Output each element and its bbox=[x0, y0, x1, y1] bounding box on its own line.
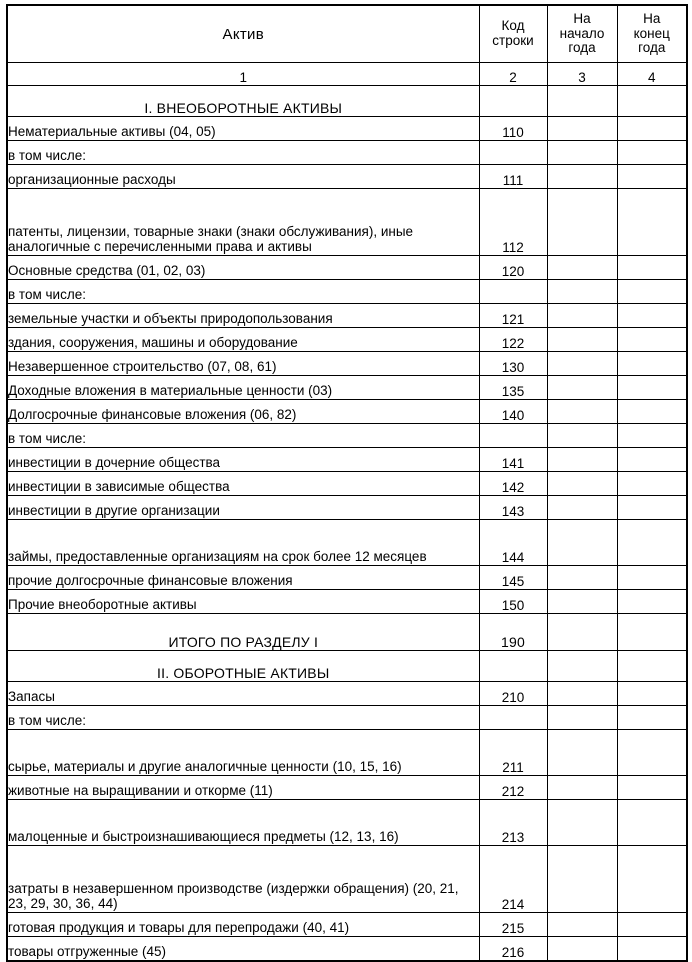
row-value-end[interactable] bbox=[617, 937, 687, 962]
table-row bbox=[7, 846, 687, 913]
row-label: Запасы bbox=[7, 682, 479, 706]
row-label: Нематериальные активы (04, 05) bbox=[7, 117, 479, 141]
row-label: в том числе: bbox=[7, 280, 479, 304]
table-row bbox=[7, 448, 687, 472]
row-value-begin[interactable] bbox=[547, 328, 617, 352]
column-header-code-line1: Код bbox=[501, 18, 525, 34]
row-value-end[interactable] bbox=[617, 706, 687, 730]
row-value-end[interactable] bbox=[617, 472, 687, 496]
section-total-title: ИТОГО ПО РАЗДЕЛУ I bbox=[7, 614, 479, 651]
row-label: затраты в незавершенном производстве (издержки обращения) (20, 21, 23, 29, 30, 36, 44) bbox=[7, 846, 479, 913]
table-row bbox=[7, 496, 687, 520]
row-value-begin[interactable] bbox=[547, 448, 617, 472]
row-code: 141 bbox=[479, 448, 547, 472]
row-value-begin[interactable] bbox=[547, 730, 617, 776]
column-number-2: 2 bbox=[479, 63, 547, 86]
row-label: готовая продукция и товары для перепродажи (40, 41) bbox=[7, 913, 479, 937]
row-code: 120 bbox=[479, 256, 547, 280]
row-label: в том числе: bbox=[7, 424, 479, 448]
table-row bbox=[7, 472, 687, 496]
row-label: малоценные и быстроизнашивающиеся предметы (12, 13, 16) bbox=[7, 800, 479, 846]
table-row bbox=[7, 614, 687, 651]
row-label: Долгосрочные финансовые вложения (06, 82) bbox=[7, 400, 479, 424]
table-row bbox=[7, 424, 687, 448]
row-label: инвестиции в дочерние общества bbox=[7, 448, 479, 472]
row-value-end[interactable] bbox=[617, 256, 687, 280]
row-code: 110 bbox=[479, 117, 547, 141]
row-value-begin[interactable] bbox=[547, 776, 617, 800]
row-code bbox=[479, 651, 547, 682]
row-code: 112 bbox=[479, 189, 547, 256]
row-code: 135 bbox=[479, 376, 547, 400]
table-row bbox=[7, 590, 687, 614]
row-value-end[interactable] bbox=[617, 400, 687, 424]
row-value-begin[interactable] bbox=[547, 117, 617, 141]
column-number-3: 3 bbox=[547, 63, 617, 86]
row-value-begin[interactable] bbox=[547, 400, 617, 424]
row-label: прочие долгосрочные финансовые вложения bbox=[7, 566, 479, 590]
row-code bbox=[479, 141, 547, 165]
row-value-begin[interactable] bbox=[547, 800, 617, 846]
table-body bbox=[7, 86, 687, 962]
row-value-begin[interactable] bbox=[547, 937, 617, 962]
row-code: 212 bbox=[479, 776, 547, 800]
table-header bbox=[7, 5, 687, 86]
row-label: Незавершенное строительство (07, 08, 61) bbox=[7, 352, 479, 376]
table-header-row bbox=[7, 5, 687, 63]
row-code: 111 bbox=[479, 165, 547, 189]
row-value-end[interactable] bbox=[617, 913, 687, 937]
row-label: в том числе: bbox=[7, 706, 479, 730]
row-value-end[interactable] bbox=[617, 141, 687, 165]
row-code: 144 bbox=[479, 520, 547, 566]
table-row bbox=[7, 352, 687, 376]
row-label: в том числе: bbox=[7, 141, 479, 165]
row-code: 214 bbox=[479, 846, 547, 913]
column-number-1: 1 bbox=[7, 63, 479, 86]
row-value-end[interactable] bbox=[617, 448, 687, 472]
row-value-end[interactable] bbox=[617, 730, 687, 776]
row-label: здания, сооружения, машины и оборудование bbox=[7, 328, 479, 352]
row-code: 121 bbox=[479, 304, 547, 328]
row-value-end[interactable] bbox=[617, 776, 687, 800]
row-value-begin[interactable] bbox=[547, 682, 617, 706]
table-row bbox=[7, 776, 687, 800]
row-code: 215 bbox=[479, 913, 547, 937]
row-code: 140 bbox=[479, 400, 547, 424]
row-label: сырье, материалы и другие аналогичные ценности (10, 15, 16) bbox=[7, 730, 479, 776]
row-code: 210 bbox=[479, 682, 547, 706]
table-row bbox=[7, 937, 687, 962]
row-value-end[interactable] bbox=[617, 590, 687, 614]
table-row bbox=[7, 189, 687, 256]
column-header-begin-line1: На bbox=[573, 11, 591, 27]
table-row bbox=[7, 730, 687, 776]
column-header-asset: Актив bbox=[7, 5, 479, 63]
column-number-row bbox=[7, 63, 687, 86]
column-header-begin-of-year bbox=[547, 5, 617, 63]
row-label: инвестиции в другие организации bbox=[7, 496, 479, 520]
row-label: Основные средства (01, 02, 03) bbox=[7, 256, 479, 280]
row-value-begin[interactable] bbox=[547, 614, 617, 651]
row-value-end[interactable] bbox=[617, 846, 687, 913]
column-header-code-line2: строки bbox=[492, 33, 534, 48]
section-title: II. ОБОРОТНЫЕ АКТИВЫ bbox=[7, 651, 479, 682]
row-value-begin[interactable] bbox=[547, 566, 617, 590]
row-value-end[interactable] bbox=[617, 280, 687, 304]
table-row bbox=[7, 376, 687, 400]
row-value-begin[interactable] bbox=[547, 165, 617, 189]
row-value-begin[interactable] bbox=[547, 520, 617, 566]
row-value-end[interactable] bbox=[617, 117, 687, 141]
row-code: 211 bbox=[479, 730, 547, 776]
row-value-end[interactable] bbox=[617, 566, 687, 590]
row-value-begin[interactable] bbox=[547, 304, 617, 328]
row-label: организационные расходы bbox=[7, 165, 479, 189]
row-value-begin[interactable] bbox=[547, 590, 617, 614]
row-value-begin[interactable] bbox=[547, 706, 617, 730]
column-header-end-line3: года bbox=[638, 40, 666, 56]
row-value-end[interactable] bbox=[617, 651, 687, 682]
table-row bbox=[7, 304, 687, 328]
table-row bbox=[7, 328, 687, 352]
row-code: 213 bbox=[479, 800, 547, 846]
row-code: 122 bbox=[479, 328, 547, 352]
table-row bbox=[7, 566, 687, 590]
column-header-end-line2: конец bbox=[633, 25, 670, 41]
column-header-code bbox=[479, 5, 547, 63]
row-value-end[interactable] bbox=[617, 800, 687, 846]
table-row bbox=[7, 706, 687, 730]
table-row bbox=[7, 800, 687, 846]
table-row bbox=[7, 256, 687, 280]
table-row bbox=[7, 913, 687, 937]
table-row bbox=[7, 86, 687, 117]
row-code: 150 bbox=[479, 590, 547, 614]
row-value-begin[interactable] bbox=[547, 424, 617, 448]
row-value-begin[interactable] bbox=[547, 472, 617, 496]
row-value-end[interactable] bbox=[617, 352, 687, 376]
row-code bbox=[479, 424, 547, 448]
row-label: земельные участки и объекты природопользования bbox=[7, 304, 479, 328]
row-value-begin[interactable] bbox=[547, 352, 617, 376]
row-value-end[interactable] bbox=[617, 165, 687, 189]
row-value-begin[interactable] bbox=[547, 651, 617, 682]
row-label: Доходные вложения в материальные ценности (03) bbox=[7, 376, 479, 400]
row-value-end[interactable] bbox=[617, 86, 687, 117]
table-row bbox=[7, 682, 687, 706]
column-header-end-line1: На bbox=[643, 11, 661, 27]
row-value-begin[interactable] bbox=[547, 376, 617, 400]
row-value-end[interactable] bbox=[617, 328, 687, 352]
table-row bbox=[7, 280, 687, 304]
row-value-end[interactable] bbox=[617, 682, 687, 706]
table-row bbox=[7, 520, 687, 566]
row-label: Прочие внеоборотные активы bbox=[7, 590, 479, 614]
row-code bbox=[479, 280, 547, 304]
table-row bbox=[7, 165, 687, 189]
row-value-end[interactable] bbox=[617, 189, 687, 256]
row-code: 145 bbox=[479, 566, 547, 590]
column-header-begin-line2: начало bbox=[559, 25, 605, 41]
row-value-begin[interactable] bbox=[547, 141, 617, 165]
row-value-end[interactable] bbox=[617, 304, 687, 328]
row-code: 143 bbox=[479, 496, 547, 520]
row-label: займы, предоставленные организациям на срок более 12 месяцев bbox=[7, 520, 479, 566]
table-row bbox=[7, 400, 687, 424]
row-value-end[interactable] bbox=[617, 424, 687, 448]
table-row bbox=[7, 141, 687, 165]
column-number-4: 4 bbox=[617, 63, 687, 86]
row-code: 216 bbox=[479, 937, 547, 962]
row-value-end[interactable] bbox=[617, 376, 687, 400]
row-value-begin[interactable] bbox=[547, 86, 617, 117]
row-value-begin[interactable] bbox=[547, 496, 617, 520]
row-code bbox=[479, 706, 547, 730]
row-code: 142 bbox=[479, 472, 547, 496]
table-row bbox=[7, 651, 687, 682]
row-value-begin[interactable] bbox=[547, 256, 617, 280]
row-value-end[interactable] bbox=[617, 496, 687, 520]
table-row bbox=[7, 117, 687, 141]
row-value-begin[interactable] bbox=[547, 846, 617, 913]
column-header-begin-line3: года bbox=[568, 40, 596, 56]
column-header-end-of-year bbox=[617, 5, 687, 63]
row-label: животные на выращивании и откорме (11) bbox=[7, 776, 479, 800]
row-value-begin[interactable] bbox=[547, 280, 617, 304]
row-value-end[interactable] bbox=[617, 614, 687, 651]
section-title: I. ВНЕОБОРОТНЫЕ АКТИВЫ bbox=[7, 86, 479, 117]
row-label: инвестиции в зависимые общества bbox=[7, 472, 479, 496]
row-value-begin[interactable] bbox=[547, 189, 617, 256]
row-value-begin[interactable] bbox=[547, 913, 617, 937]
row-value-end[interactable] bbox=[617, 520, 687, 566]
row-label: патенты, лицензии, товарные знаки (знаки обслуживания), иные аналогичные с перечисленными права и активы bbox=[7, 189, 479, 256]
row-code: 190 bbox=[479, 614, 547, 651]
row-code bbox=[479, 86, 547, 117]
row-code: 130 bbox=[479, 352, 547, 376]
row-label: товары отгруженные (45) bbox=[7, 937, 479, 962]
balance-sheet-table bbox=[6, 4, 688, 962]
